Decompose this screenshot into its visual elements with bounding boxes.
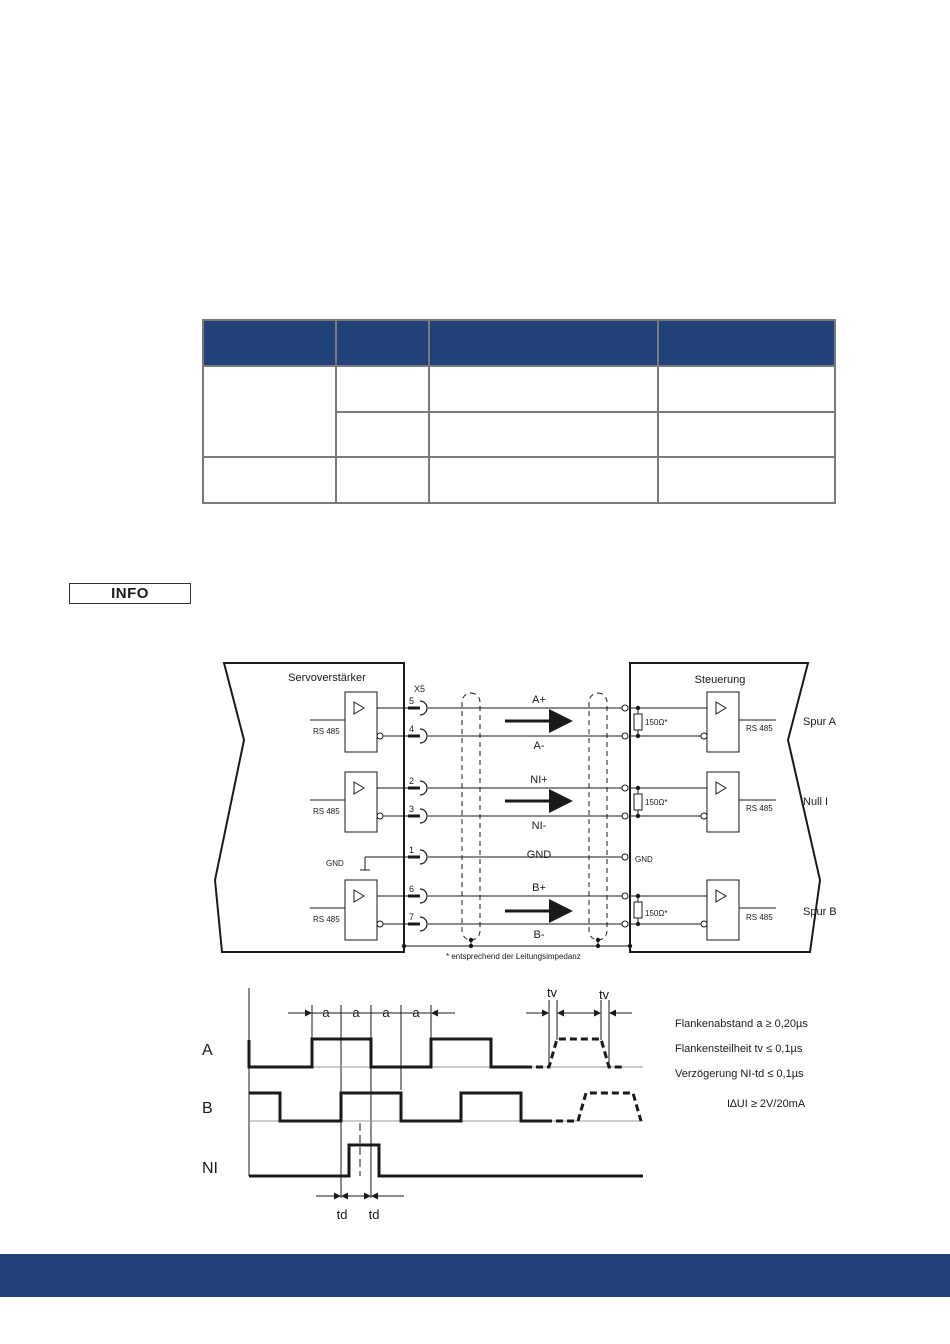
spacing-a-label: a <box>382 1005 390 1020</box>
channel-label: B <box>202 1100 213 1117</box>
connector-label: X5 <box>414 684 426 694</box>
left-housing-title: Servoverstärker <box>288 672 366 684</box>
footnote: * entsprechend der Leitungsimpedanz <box>446 952 581 961</box>
table-cell <box>658 366 835 412</box>
rs485-label: RS 485 <box>746 724 773 733</box>
line-driver-block <box>345 692 377 752</box>
waveform-ni <box>249 1145 643 1176</box>
pin-number: 2 <box>409 776 415 786</box>
rs485-label: RS 485 <box>313 807 340 816</box>
spec-line: Flankenabstand a ≥ 0,20µs <box>675 1018 808 1030</box>
termination-resistor <box>634 902 642 918</box>
line-receiver-block <box>707 880 739 940</box>
track-label: Spur B <box>803 906 837 918</box>
signal-label: B+ <box>532 882 546 894</box>
delay-label: td <box>336 1207 348 1222</box>
table-row <box>203 457 835 503</box>
rise-time-label: tv <box>546 985 558 1000</box>
waveform-b <box>249 1093 545 1121</box>
spacing-a-label: a <box>412 1005 420 1020</box>
signal-label: NI+ <box>530 774 548 786</box>
signal-label: NI- <box>531 820 547 832</box>
table-header-cell <box>429 320 658 366</box>
termination-resistor <box>634 794 642 810</box>
pin-number: 6 <box>409 884 415 894</box>
channel-label: A <box>202 1042 213 1059</box>
channel-label: NI <box>202 1160 218 1177</box>
pin-number: 5 <box>409 696 415 706</box>
rs485-label: RS 485 <box>746 913 773 922</box>
line-receiver-block <box>707 692 739 752</box>
table-header-cell <box>658 320 835 366</box>
rise-time-label: tv <box>598 987 610 1002</box>
pin-number: 1 <box>409 845 415 855</box>
spec-line: Verzögerung NI-td ≤ 0,1µs <box>675 1068 804 1080</box>
track-label: Null I <box>803 796 829 808</box>
info-label: INFO <box>69 583 191 604</box>
termination-resistor <box>634 714 642 730</box>
resistor-label: 150Ω* <box>645 909 668 918</box>
rs485-label: RS 485 <box>313 727 340 736</box>
waveform-a-dashed <box>525 1039 625 1067</box>
waveform-a <box>249 1039 525 1067</box>
table-cell <box>336 366 429 412</box>
signal-label: A- <box>533 740 545 752</box>
table-header-cell <box>203 320 336 366</box>
table-cell <box>658 412 835 458</box>
table-cell <box>429 366 658 412</box>
spec-line: I∆UI ≥ 2V/20mA <box>727 1098 806 1110</box>
pin-number: 3 <box>409 804 415 814</box>
rs485-label: RS 485 <box>313 915 340 924</box>
table-cell <box>429 412 658 458</box>
signal-label: GND <box>526 849 552 861</box>
table-header-cell <box>336 320 429 366</box>
table-cell <box>336 412 429 458</box>
line-driver-block <box>345 772 377 832</box>
signal-label: B- <box>533 929 545 941</box>
table-cell <box>203 457 336 503</box>
delay-label: td <box>368 1207 380 1222</box>
pin-number: 7 <box>409 912 415 922</box>
spec-line: Flankensteilheit tv ≤ 0,1µs <box>675 1043 803 1055</box>
resistor-label: 150Ω* <box>645 718 668 727</box>
spacing-a-label: a <box>352 1005 360 1020</box>
resistor-label: 150Ω* <box>645 798 668 807</box>
waveform-b-dashed <box>545 1093 641 1121</box>
footer-bar <box>0 1254 950 1297</box>
spec-table <box>202 319 836 504</box>
spacing-a-label: a <box>322 1005 330 1020</box>
table-cell <box>429 457 658 503</box>
right-housing-title: Steuerung <box>694 674 746 686</box>
table-header-row <box>203 320 835 366</box>
rs485-label: RS 485 <box>746 804 773 813</box>
gnd-label: GND <box>326 859 344 868</box>
gnd-label: GND <box>635 855 653 864</box>
pin-number: 4 <box>409 724 415 734</box>
table-cell <box>658 457 835 503</box>
wiring-diagram <box>0 655 950 965</box>
table-cell <box>203 366 336 457</box>
table-cell <box>336 457 429 503</box>
table-row <box>203 366 835 412</box>
track-label: Spur A <box>803 716 837 728</box>
timing-diagram <box>0 980 950 1230</box>
line-driver-block <box>345 880 377 940</box>
signal-label: A+ <box>532 694 546 706</box>
line-receiver-block <box>707 772 739 832</box>
